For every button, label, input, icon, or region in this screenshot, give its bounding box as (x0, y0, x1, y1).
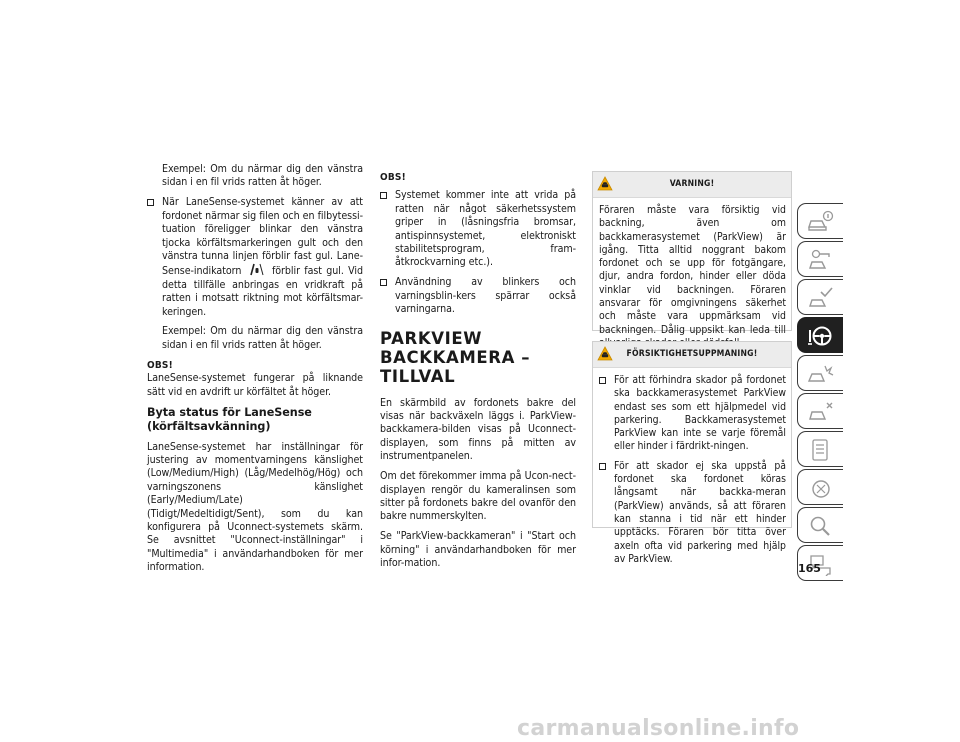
crash-icon (807, 362, 834, 386)
warning-text: Föraren måste vara försiktig vid backning, även om backkamerasystemet (ParkView) är igång. Titta alltid noggrant bakom fordonet och se upp för fotgängare, djur, andra fordon, hinder eller döda vinklar vid backningen. Föraren ansvarar för omgivningens säkerhet och måste vara uppmärksam vid backningen. Dålig uppsikt kan leda till (599, 204, 786, 336)
caution-bullet-text: För att skador ej ska uppstå på fordonet ska fordonet köras långsamt när backka-meran (ParkView) används, så att föraren kan stanna i tid när ett hinder upptäcks. Föraren bör titta över axeln ofta vid parkering med hjälp av ParkView. (614, 459, 786, 565)
bullet-text-part2: förblir fast gul. Vid detta tillfälle anbringas en vridkraft på ratten i motsatt riktning mot körfältsmar-keringen. (162, 265, 363, 318)
example-text-1: Exempel: Om du närmar dig den vänstra sidan i en fil vrids ratten åt höger. (162, 163, 363, 189)
tab-spec-list[interactable] (797, 431, 843, 467)
caution-body (593, 368, 791, 566)
tab-car-info[interactable] (797, 203, 843, 239)
bullet-system-intervention (380, 189, 576, 269)
bullet-square-icon (599, 463, 606, 470)
page-number: 165 (798, 562, 821, 575)
parkview-paragraph-1: En skärmbild av fordonets bakre del visas när backväxeln läggs i. ParkView-backkamera-bilden visas på Uconnect-displayen, som finns på mitten av instrumentpanelen. (380, 396, 576, 463)
steering-wheel-icon (807, 324, 834, 348)
middle-column (380, 171, 576, 577)
bullet-square-icon (147, 199, 154, 206)
bullet-lanesense-warning (147, 196, 363, 319)
watermark: carmanualsonline.info (517, 716, 800, 741)
parkview-paragraph-2: Om det förekommer imma på Ucon-nect-displayen rengör du kameralinsen som sitter på fordonets bakre del ovanför den bakre nummerskylten. (380, 470, 576, 523)
tab-car-check[interactable] (797, 279, 843, 315)
car-keys-icon (807, 248, 834, 272)
section-heading-parkview: PARKVIEW BACKKAMERA – TILLVAL (380, 328, 531, 386)
left-column (147, 163, 363, 581)
caution-box (592, 341, 792, 565)
car-check-icon (807, 286, 834, 310)
bullet-text: Användning av blinkers och varningsblin-kers spärrar också varningarna. (395, 276, 576, 316)
tab-car-service[interactable] (797, 393, 843, 429)
tab-car-keys[interactable] (797, 241, 843, 277)
warning-title: VARNING! (669, 179, 715, 189)
car-service-icon (807, 400, 834, 424)
chapter-tabs (797, 203, 843, 583)
multimedia-icon (807, 476, 834, 500)
example-text-2: Exempel: Om du närmar dig den vänstra sidan i en fil vrids ratten åt höger. (162, 325, 363, 351)
obs-label: OBS! (147, 359, 173, 371)
lanesense-indicator-icon (249, 263, 265, 276)
magnifier-icon (807, 514, 834, 538)
bullet-text: Systemet kommer inte att vrida på ratten när något säkerhetssystem griper in (låsningsfria bromsar, antispinnsystemet, elektroniskt stabilitetsprogram, fram-åtkrockvarning etc.). (395, 189, 576, 269)
tab-steering-wheel[interactable] (797, 317, 843, 353)
obs-label-2: OBS! (380, 172, 406, 183)
caution-bullet-text: För att förhindra skador på fordonet ska backkamerasystemet ParkView endast ses som ett hjälpmedel vid parkering. Backkamerasystemet ParkView kan inte se varje föremål eller hinder i färdrikt-ningen. (614, 374, 786, 453)
bullet-turn-signals (380, 276, 576, 316)
bullet-square-icon (599, 377, 606, 384)
subheading-change-status: Byta status för LaneSense (körfältsavkänning) (147, 405, 312, 433)
settings-paragraph: LaneSense-systemet har inställningar för justering av momentvarningens känslighet (Low/Medium/High) (Låg/Medelhög/Hög) och varningszonens känslighet (Early/Medium/Late) (Tidigt/Medeltidigt/Sent), som du kan konfigurera på Uconnect-systemets skärm. Se avsnittet "Uconnect-inställningar" i "Multimedia" i användarhandboken för mer information. (147, 440, 363, 574)
parkview-paragraph-3: Se "ParkView-backkameran" i "Start och körning" i användarhandboken för mer infor-mation. (380, 530, 576, 570)
tab-search[interactable] (797, 507, 843, 543)
warning-box (592, 171, 792, 336)
caution-title: FÖRSIKTIGHETSUPPMANING! (626, 349, 758, 359)
bullet-square-icon (380, 192, 387, 199)
obs-text: LaneSense-systemet fungerar på liknande sätt vid en avdrift ur körfältet åt höger. (147, 372, 363, 398)
tab-multimedia[interactable] (797, 469, 843, 505)
caution-bullet-2 (599, 460, 786, 566)
bullet-square-icon (380, 279, 387, 286)
caution-header (593, 342, 791, 368)
warning-header (593, 172, 791, 198)
bullet-text-part1: När LaneSense-systemet känner av att fordonet närmar sig filen och en filbytessi-tuation föreligger blinkar den vänstra tjocka körfältsmarkeringen gult och den vänstra tunna linjen förblir fast gul. Lane-Sense-indikatorn (162, 196, 363, 278)
car-info-icon (807, 210, 834, 234)
caution-bullet-1 (599, 374, 786, 454)
tab-crash[interactable] (797, 355, 843, 391)
spec-list-icon (807, 438, 834, 462)
